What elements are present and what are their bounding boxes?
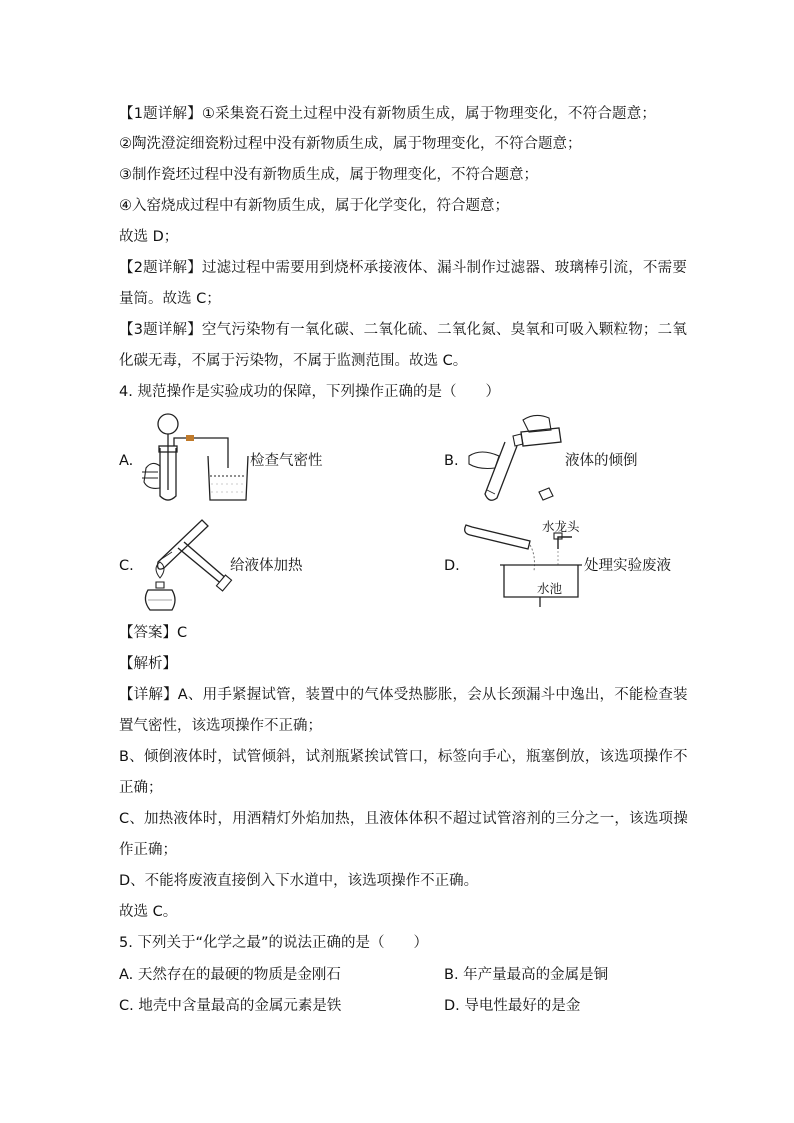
q4-detail-line-1: 【详解】A、用手紧握试管，装置中的气体受热膨胀，会从长颈漏斗中逸出，不能检查装 bbox=[119, 687, 688, 703]
q3-explanation-line-3: ③制作瓷坯过程中没有新物质生成，属于物理变化，不符合题意； bbox=[119, 167, 538, 183]
q4-detail-line-4: 正确； bbox=[119, 780, 163, 796]
q4-option-a-letter: A. bbox=[119, 453, 134, 469]
q3-explanation-line-9: 化碳无毒，不属于污染物，不属于监测范围。故选 C。 bbox=[119, 353, 468, 369]
q5-option-d: D. 导电性最好的是金 bbox=[444, 998, 581, 1014]
liquid-pouring-image bbox=[465, 412, 565, 507]
q4-detail-line-2: 置气密性，该选项操作不正确； bbox=[119, 718, 322, 734]
q4-answer: 【答案】C bbox=[119, 625, 188, 641]
q4-option-b-letter: B. bbox=[444, 453, 459, 469]
liquid-heating-image bbox=[138, 512, 233, 612]
q3-explanation-line-2: ②陶洗澄淀细瓷粉过程中没有新物质生成，属于物理变化，不符合题意； bbox=[119, 136, 582, 152]
q4-option-b-caption: 液体的倾倒 bbox=[565, 453, 638, 469]
airtightness-apparatus-image bbox=[138, 408, 248, 503]
q3-explanation-line-7: 量筒。故选 C； bbox=[119, 291, 221, 307]
q4-stem: 4. 规范操作是实验成功的保障，下列操作正确的是（ ） bbox=[119, 384, 500, 400]
q4-analysis-title: 【解析】 bbox=[119, 656, 177, 672]
q4-detail-line-5: C、加热液体时，用酒精灯外焰加热，且液体体积不超过试管溶剂的三分之一，该选项操 bbox=[119, 811, 688, 827]
q5-stem: 5. 下列关于“化学之最”的说法正确的是（ ） bbox=[119, 935, 428, 951]
sink-label: 水池 bbox=[537, 581, 563, 596]
q4-detail-line-7: D、不能将废液直接倒入下水道中，该选项操作不正确。 bbox=[119, 873, 479, 889]
q3-explanation-line-8: 【3题详解】空气污染物有一氧化碳、二氧化硫、二氧化氮、臭氧和可吸入颗粒物；二氧 bbox=[119, 322, 688, 338]
q3-explanation-line-4: ④入窑烧成过程中有新物质生成，属于化学变化，符合题意； bbox=[119, 198, 509, 214]
q5-option-b: B. 年产量最高的金属是铜 bbox=[444, 967, 609, 983]
q3-explanation-line-6: 【2题详解】过滤过程中需要用到烧杯承接液体、漏斗制作过滤器、玻璃棒引流，不需要 bbox=[119, 260, 688, 276]
q4-option-d-letter: D. bbox=[444, 558, 460, 574]
q5-option-a: A. 天然存在的最硬的物质是金刚石 bbox=[119, 967, 341, 983]
q5-option-c: C. 地壳中含量最高的金属元素是铁 bbox=[119, 998, 342, 1014]
q4-conclusion: 故选 C。 bbox=[119, 904, 178, 920]
q4-option-c-caption: 给液体加热 bbox=[230, 558, 303, 574]
q3-conclusion-1: 故选 D； bbox=[119, 229, 179, 245]
faucet-label: 水龙头 bbox=[542, 519, 580, 534]
q4-option-a-caption: 检查气密性 bbox=[250, 453, 323, 469]
q4-option-c-letter: C. bbox=[119, 558, 134, 574]
q4-option-d-caption: 处理实验废液 bbox=[584, 558, 671, 574]
q3-explanation-line-1: 【1题详解】①采集瓷石瓷土过程中没有新物质生成，属于物理变化，不符合题意； bbox=[119, 106, 657, 122]
q4-detail-line-6: 作正确； bbox=[119, 842, 177, 858]
q4-detail-line-3: B、倾倒液体时，试管倾斜，试剂瓶紧挨试管口，标签向手心，瓶塞倒放，该选项操作不 bbox=[119, 749, 688, 765]
